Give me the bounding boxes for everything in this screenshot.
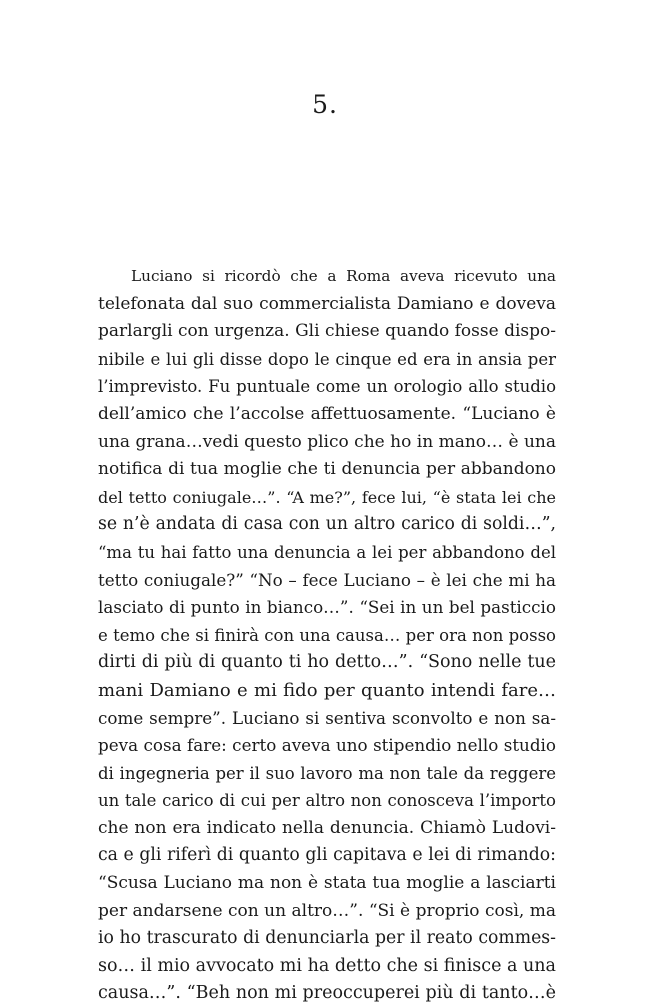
text-line: per andarsene con un altro…”. “Si è proprio così, ma xyxy=(98,900,556,921)
chapter-number: 5. xyxy=(312,90,338,119)
text-line: causa…”. “Beh non mi preoccuperei più di tanto…è xyxy=(98,983,556,1004)
text-line: nibile e lui gli disse dopo le cinque ed era in ansia per xyxy=(98,349,556,369)
text-line: un tale carico di cui per altro non conosceva l’importo xyxy=(98,791,556,811)
text-line: Luciano si ricordò che a Roma aveva ricevuto una xyxy=(131,267,556,285)
text-line: se n’è andata di casa con un altro carico di soldi…”, xyxy=(98,514,556,535)
text-line: notifica di tua moglie che ti denuncia per abbandono xyxy=(98,459,556,480)
text-line: l’imprevisto. Fu puntuale come un orologio allo studio xyxy=(98,377,556,397)
text-line: telefonata dal suo commercialista Damiano e doveva xyxy=(98,293,556,314)
text-line: una grana…vedi questo plico che ho in mano… è una xyxy=(98,431,556,452)
text-line: come sempre”. Luciano si sentiva sconvolto e non sa- xyxy=(98,707,556,728)
text-line: di ingegneria per il suo lavoro ma non tale da reggere xyxy=(98,763,556,783)
text-line: tetto coniugale?” “No – fece Luciano – è lei che mi ha xyxy=(98,569,556,590)
text-line: “ma tu hai fatto una denuncia a lei per abbandono del xyxy=(98,542,556,562)
text-line: mani Damiano e mi fido per quanto intendi fare… xyxy=(98,679,556,701)
text-line: “Scusa Luciano ma non è stata tua moglie a lasciarti xyxy=(98,873,556,894)
text-line: dirti di più di quanto ti ho detto…”. “Sono nelle tue xyxy=(98,652,556,673)
text-line: parlargli con urgenza. Gli chiese quando fosse dispo- xyxy=(98,321,556,342)
text-line: so… il mio avvocato mi ha detto che si finisce a una xyxy=(98,955,556,976)
text-line: e temo che si finirà con una causa… per ora non posso xyxy=(98,625,556,645)
text-line: dell’amico che l’accolse affettuosamente. “Luciano è xyxy=(98,403,556,424)
text-line: io ho trascurato di denunciarla per il reato commes- xyxy=(98,928,556,949)
text-line: lasciato di punto in bianco…”. “Sei in un bel pasticcio xyxy=(98,597,556,618)
text-line: che non era indicato nella denuncia. Chiamò Ludovi- xyxy=(98,817,556,838)
text-line: del tetto coniugale…”. “A me?”, fece lui, “è stata lei che xyxy=(98,487,556,507)
text-line: ca e gli riferì di quanto gli capitava e lei di rimando: xyxy=(98,845,556,866)
body-paragraph xyxy=(98,263,556,1008)
text-line: peva cosa fare: certo aveva uno stipendio nello studio xyxy=(98,735,556,756)
